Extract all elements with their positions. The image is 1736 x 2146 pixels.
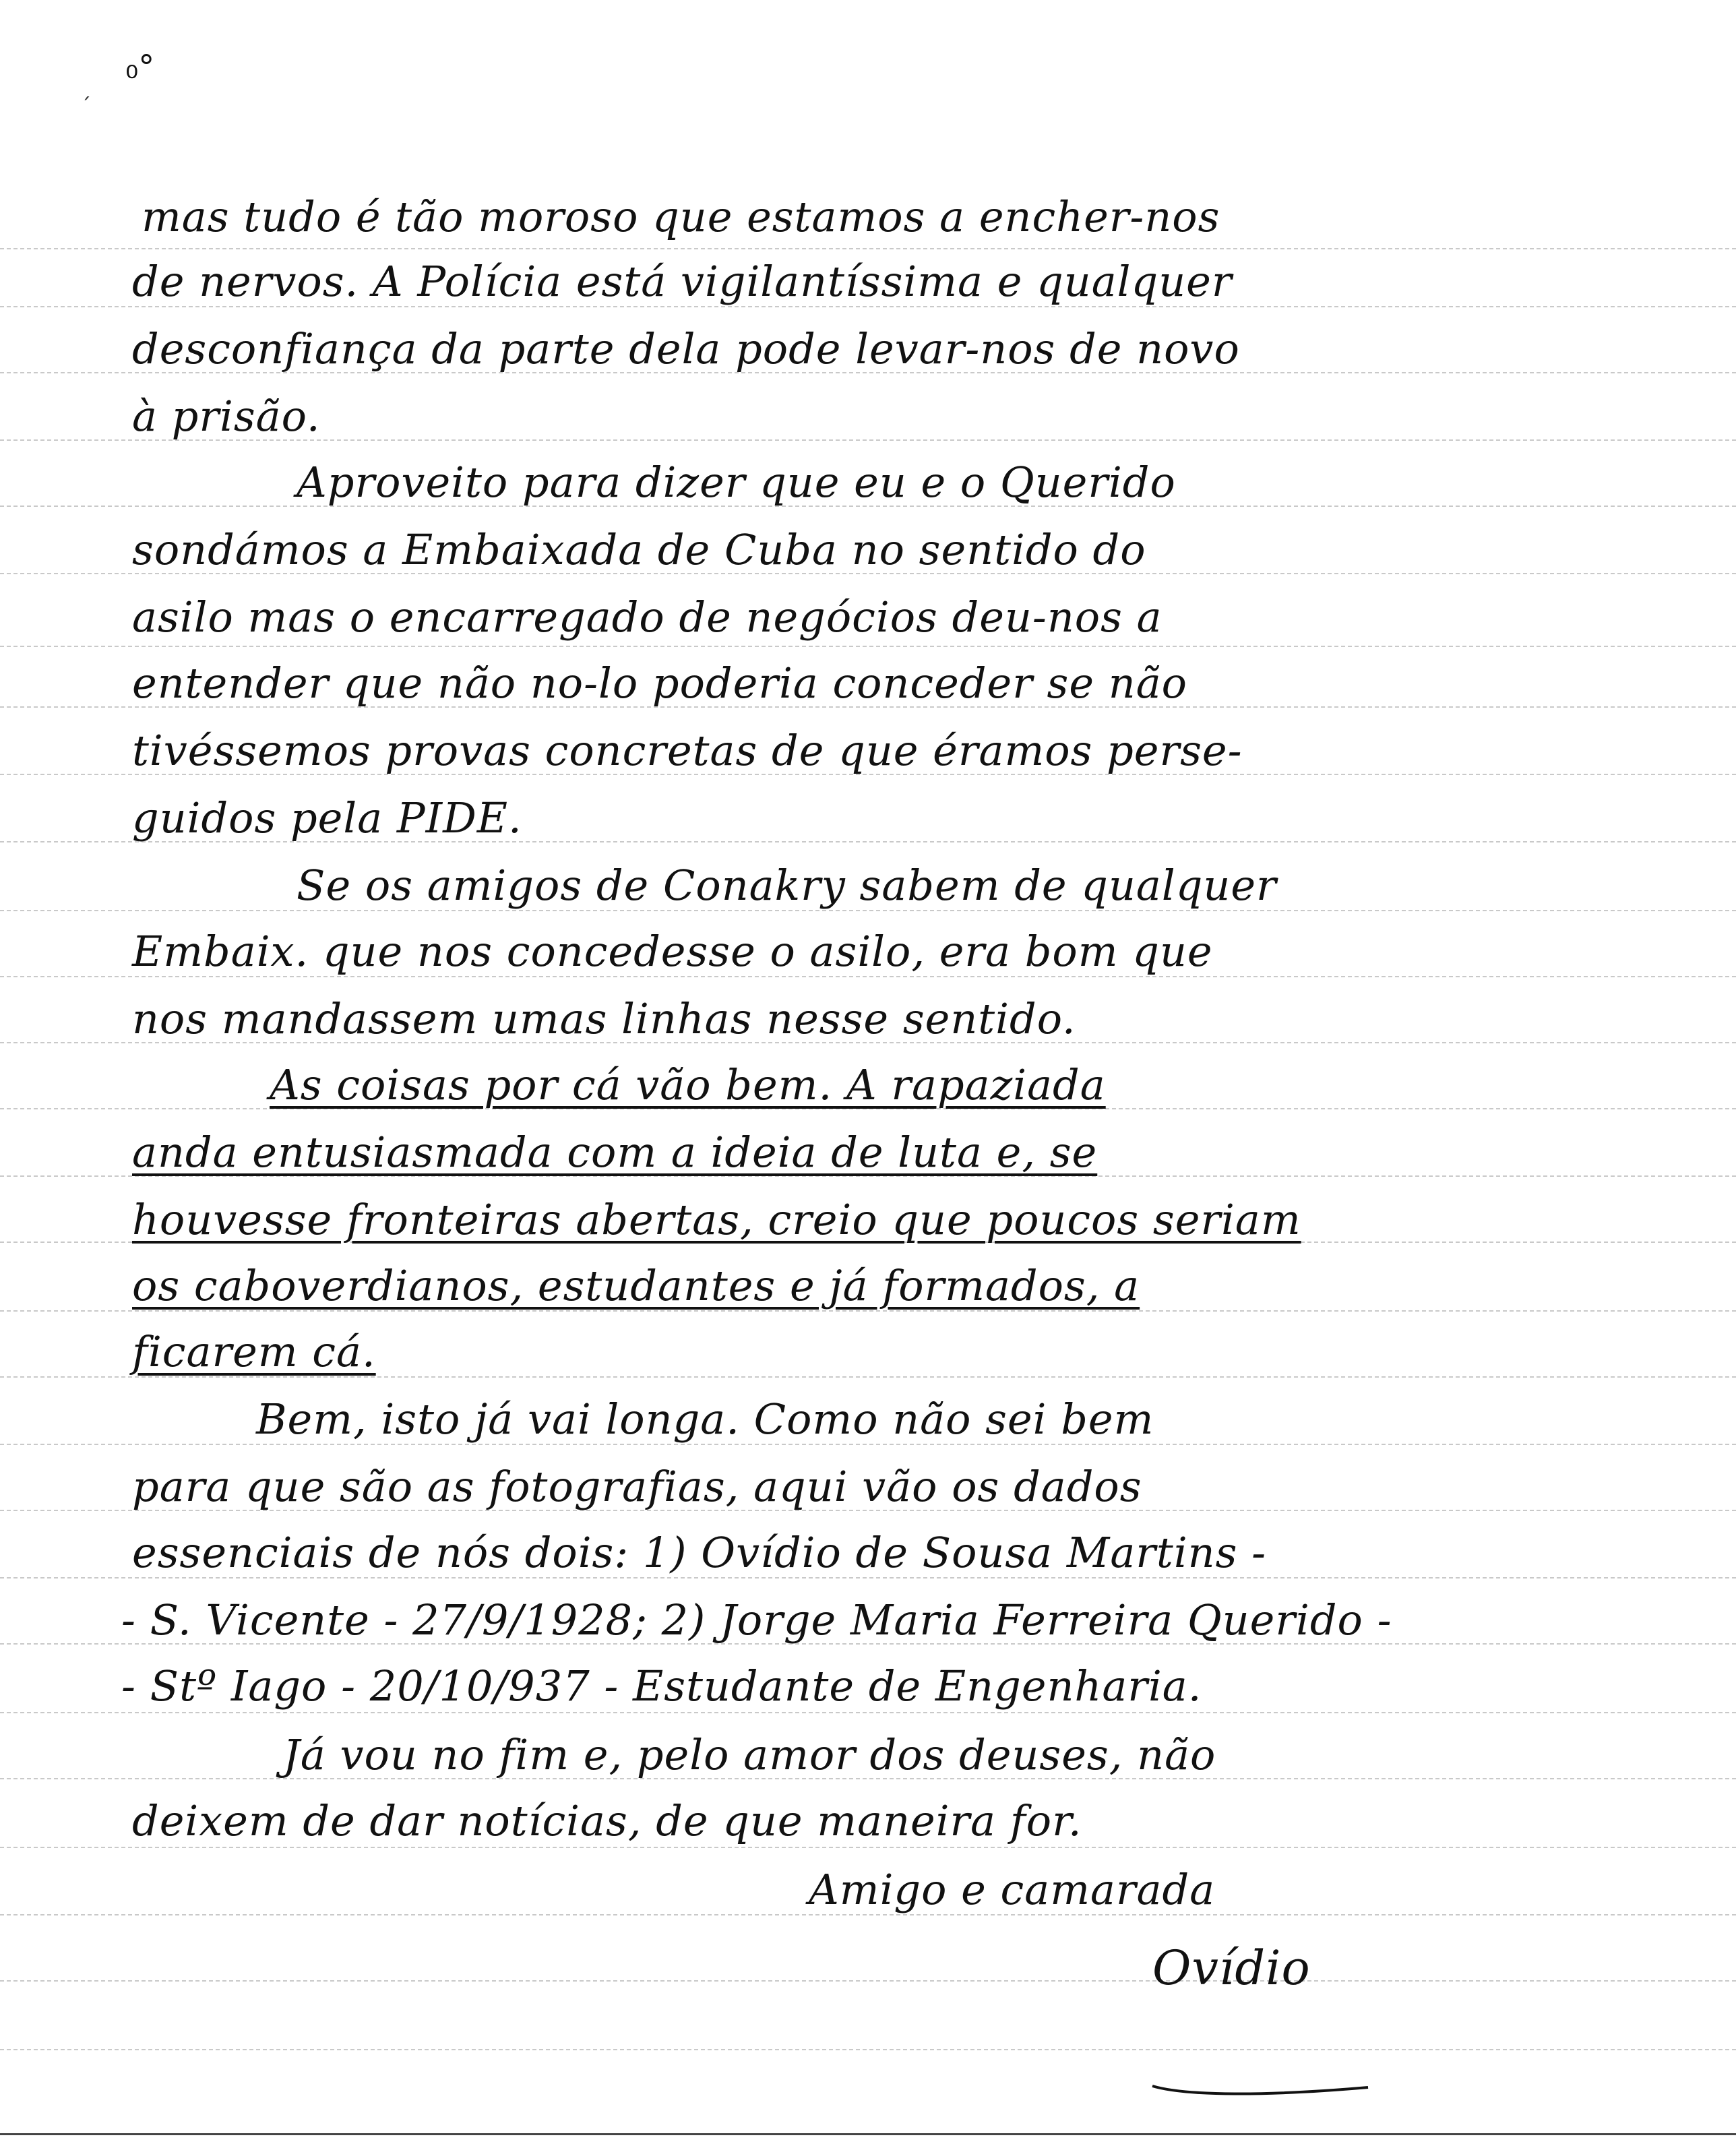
underlined-text: houvesse fronteiras abertas, creio que poucos seriam — [132, 1195, 1301, 1244]
letter-line: deixem de dar notícias, de que maneira for. — [132, 1796, 1082, 1845]
signature-scribble-icon — [1146, 2012, 1375, 2099]
letter-line: Se os amigos de Conakry sabem de qualquer — [297, 861, 1277, 910]
letter-line: asilo mas o encarregado de negócios deu-nos a — [132, 592, 1162, 642]
letter-line: à prisão. — [132, 392, 321, 441]
letter-line: sondámos a Embaixada de Cuba no sentido do — [132, 525, 1146, 574]
margin-mark: ´ — [81, 94, 91, 118]
letter-line-underlined — [0, 1126, 1736, 1179]
letter-line: - Stº Iago - 20/10/937 - Estudante de Engenharia. — [121, 1661, 1202, 1711]
underlined-text: ficarem cá. — [132, 1327, 376, 1376]
closing-line: Amigo e camarada — [809, 1865, 1216, 1914]
letter-line: mas tudo é tão moroso que estamos a encher-nos — [142, 192, 1220, 241]
signature-name: Ovídio — [1152, 1940, 1311, 1996]
letter-line: tivéssemos provas concretas de que éramos perse- — [132, 726, 1243, 775]
letter-line: para que são as fotografias, aqui vão os dados — [132, 1462, 1142, 1511]
ruled-line — [0, 248, 1736, 249]
letter-line: guidos pela PIDE. — [132, 793, 522, 842]
signature-flourish — [1146, 2012, 1375, 2099]
letter-line-underlined — [0, 1259, 1736, 1313]
top-mark: ₀° — [125, 49, 155, 86]
letter-line: Aproveito para dizer que eu e o Querido — [297, 458, 1176, 507]
letter-line: entender que não no-lo poderia conceder se não — [132, 658, 1187, 708]
letter-line-underlined — [0, 1325, 1736, 1379]
letter-line: nos mandassem umas linhas nesse sentido. — [132, 994, 1076, 1043]
letter-line: desconfiança da parte dela pode levar-nos de novo — [132, 324, 1240, 373]
ruled-line — [0, 646, 1736, 647]
letter-line: - S. Vicente - 27/9/1928; 2) Jorge Maria Ferreira Querido - — [121, 1595, 1392, 1645]
page-bottom-edge — [0, 2133, 1736, 2135]
letter-line: de nervos. A Polícia está vigilantíssima e qualquer — [132, 257, 1233, 306]
ruled-line — [0, 2049, 1736, 2050]
underlined-text: os caboverdianos, estudantes e já formados, a — [132, 1261, 1140, 1310]
letter-line: Embaix. que nos concedesse o asilo, era bom que — [132, 927, 1213, 976]
underlined-text: anda entusiasmada com a ideia de luta e, se — [132, 1128, 1098, 1177]
letter-line: Já vou no fim e, pelo amor dos deuses, não — [283, 1730, 1216, 1779]
underlined-text: As coisas por cá vão bem. A rapaziada — [270, 1060, 1106, 1109]
letter-line-underlined — [0, 1058, 1736, 1112]
letter-line-underlined — [0, 1193, 1736, 1247]
letter-line: Bem, isto já vai longa. Como não sei bem — [256, 1394, 1154, 1444]
letter-line: essenciais de nós dois: 1) Ovídio de Sousa Martins - — [132, 1528, 1267, 1577]
